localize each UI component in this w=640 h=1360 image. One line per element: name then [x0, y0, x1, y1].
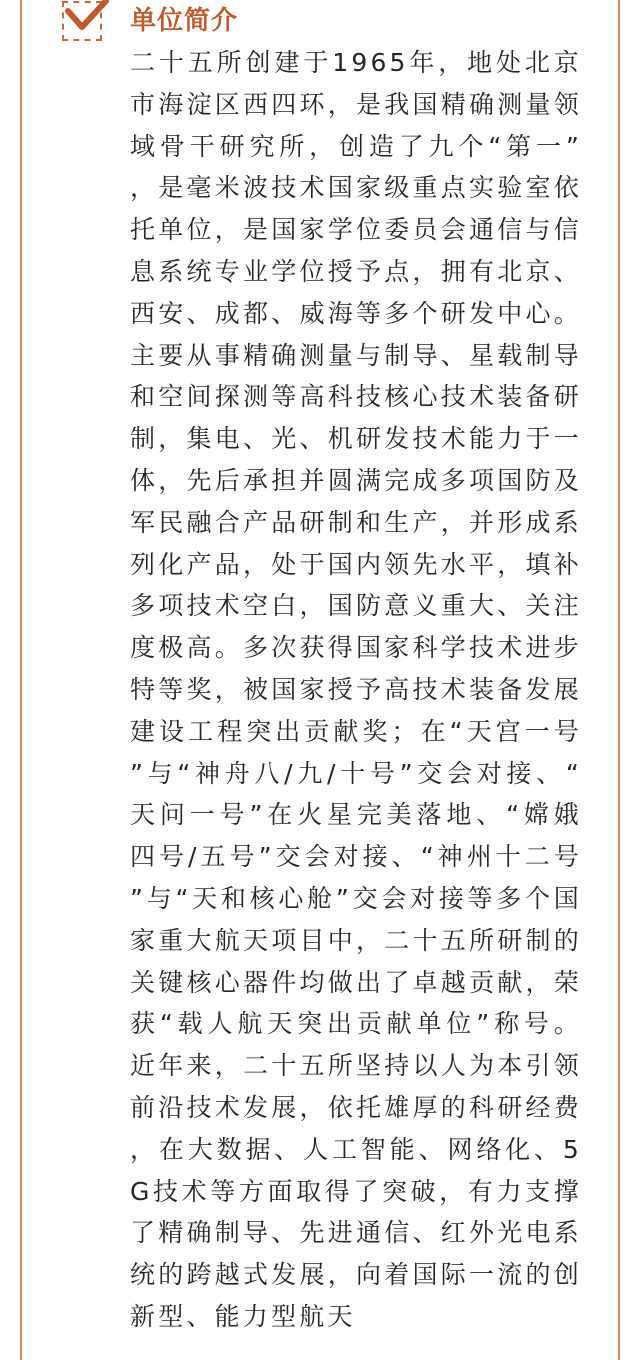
checkmark-icon	[62, 0, 110, 37]
section-header	[62, 0, 238, 42]
heading-marker	[62, 1, 102, 41]
intro-paragraph: 二十五所创建于1965年，地处北京市海淀区西四环，是我国精确测量领域骨干研究所，创造了九个“第一”，是毫米波技术国家级重点实验室依托单位，是国家学位委员会通信与信息系统专业学位授予点，拥有北京、西安、成都、威海等多个研发中心。主要从事精确测量与制导、星载制导和空间探测等高科技核心技术装备研制，集电、光、机研发技术能力于一体，先后承担并圆满完成多项国防及军民融合产品研制和生产，并形成系列化产品，处于国内领先水平，填补多项技术空白，国防意义重大、关注度极高。多次获得国家科学技术进步特等奖，被国家授予高技术装备发展建设工程突出贡献奖；在“天宫一号”与“神舟八/九/十号”交会对接、“天问一号”在火星完美落地、“嫦娥四号/五号”交会对接、“神州十二号”与“天和核心舱”交会对接等多个国家重大航天项目中，二十五所研制的关键核心器件均做出了卓越贡献，荣获“载人航天突出贡献单位”称号。近年来，二十五所坚持以人为本引领前沿技术发展，依托雄厚的科研经费，在大数据、人工智能、网络化、5G技术等方面取得了突破，有力支撑了精确制导、先进通信、红外光电系统的跨越式发展，向着国际一流的创新型、能力型航天	[130, 48, 582, 1331]
section-title: 单位简介	[130, 6, 239, 36]
